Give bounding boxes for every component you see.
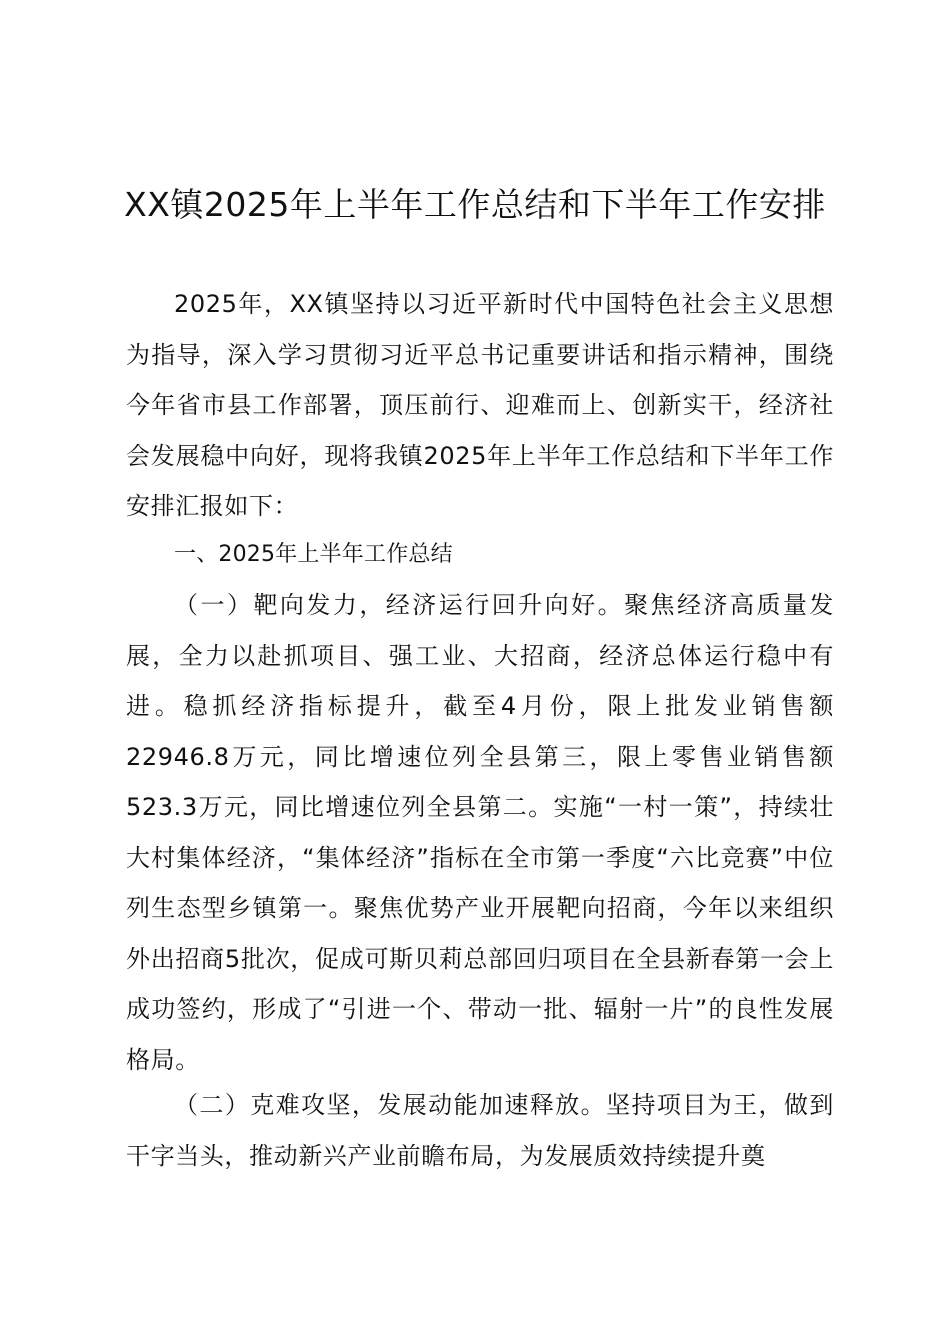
section-one-heading: 一、2025年上半年工作总结 — [174, 542, 453, 567]
item-two-paragraph: （二）克难攻坚，发展动能加速释放。坚持项目为王，做到干字当头，推动新兴产业前瞻布局，为发展质效持续提升奠 — [126, 1091, 834, 1170]
document-title: XX镇2025年上半年工作总结和下半年工作安排 — [124, 185, 826, 224]
intro-paragraph: 2025年，XX镇坚持以习近平新时代中国特色社会主义思想为指导，深入学习贯彻习近平总书记重要讲话和指示精神，围绕今年省市县工作部署，顶压前行、迎难而上、创新实干，经济社会发展稳中向好，现将我镇2025年上半年工作总结和下半年工作安排汇报如下： — [126, 290, 834, 520]
item-one-paragraph: （一）靶向发力，经济运行回升向好。聚焦经济高质量发展，全力以赴抓项目、强工业、大招商，经济总体运行稳中有进。稳抓经济指标提升，截至4月份，限上批发业销售额22946.8万元，同比增速位列全县第三，限上零售业销售额523.3万元，同比增速位列全县第二。实施“一村一策”，持续壮大村集体经济，“集体经济”指标在全市第一季度“六比竞赛”中位列生态型乡镇第一。聚焦优势产业开展靶向招商，今年以来组织外出招商5批次，促成可斯贝莉总部回归项目在全县新春第一会上成功签约，形成了“引进一个、带动一批、辐射一片”的良性发展格局。 — [126, 591, 834, 1074]
